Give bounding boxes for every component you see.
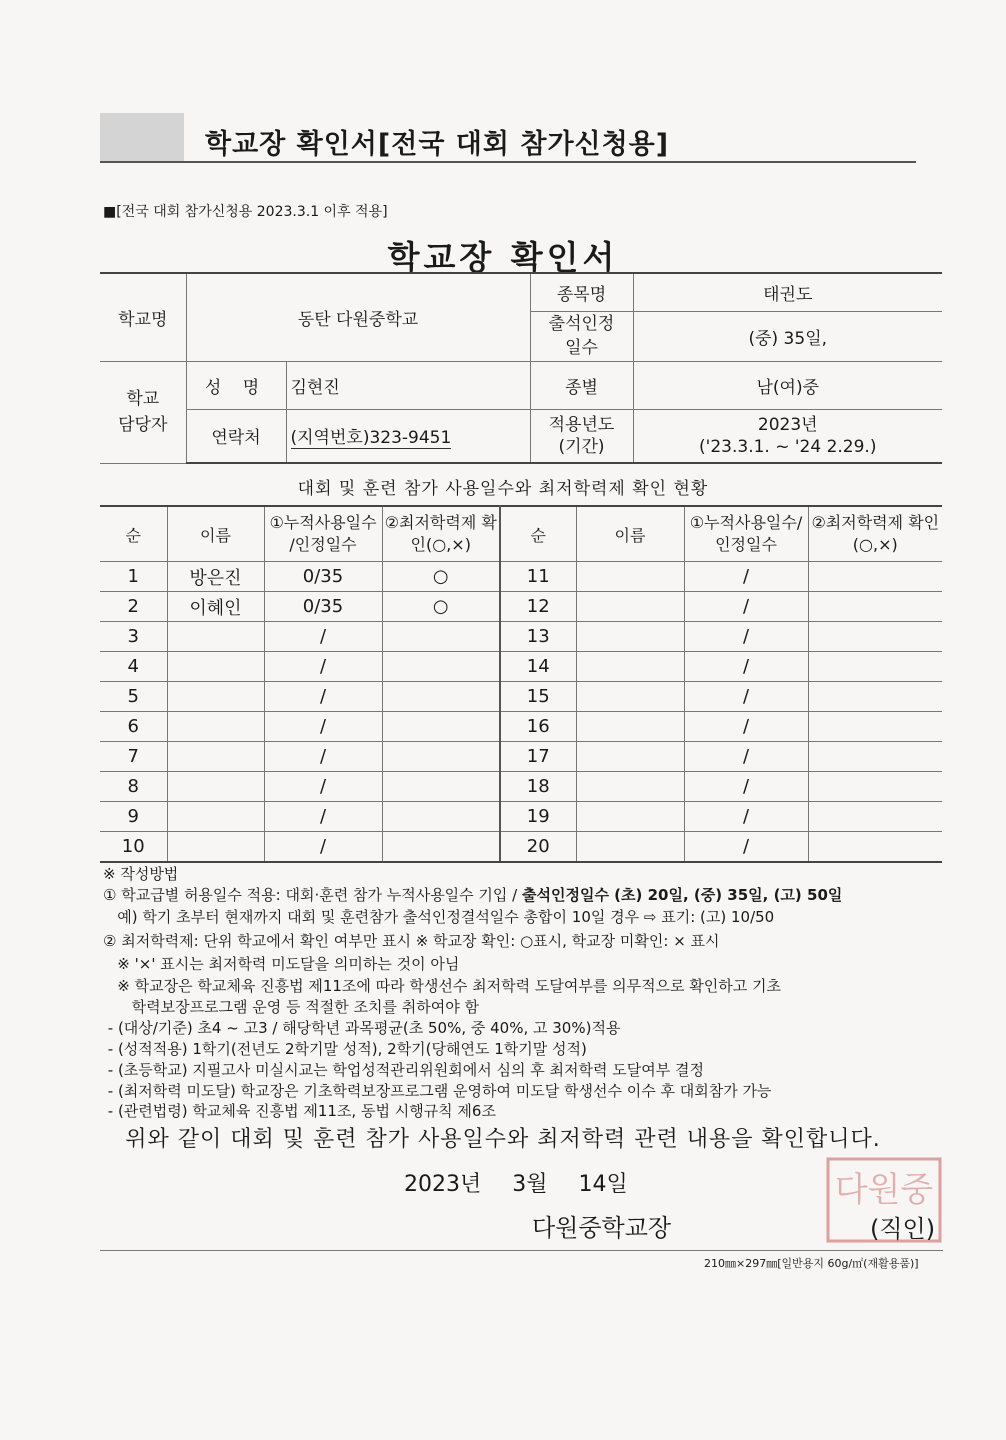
row-days-2: / bbox=[684, 742, 808, 772]
row-name-2 bbox=[576, 592, 684, 622]
row-check-2 bbox=[808, 832, 942, 863]
period-value: ('23.3.1. ~ '24 2.29.) bbox=[699, 436, 877, 457]
instruction-line-8: - (성적적용) 1학기(전년도 2학기말 성적), 2학기(당해연도 1학기말 성적) bbox=[103, 1040, 587, 1058]
row-days-2: / bbox=[684, 652, 808, 682]
row-days: 0/35 bbox=[264, 562, 382, 592]
row-no-2: 18 bbox=[500, 772, 576, 802]
row-name-2 bbox=[576, 622, 684, 652]
row-no-2: 13 bbox=[500, 622, 576, 652]
row-check bbox=[382, 742, 500, 772]
row-check bbox=[382, 832, 500, 863]
header-gray-block bbox=[100, 113, 184, 163]
row-check-2 bbox=[808, 622, 942, 652]
seal-label: (직인) bbox=[870, 1215, 936, 1243]
category-value: 남(여)중 bbox=[633, 361, 942, 409]
row-name-2 bbox=[576, 802, 684, 832]
row-days-2: / bbox=[684, 832, 808, 863]
instruction-line-2: 예) 학기 초부터 현재까지 대회 및 훈련참가 출석인정결석일수 총합이 10일 경우 ⇨ 표기: (고) 10/50 bbox=[103, 908, 775, 926]
row-check bbox=[382, 682, 500, 712]
row-name: 방은진 bbox=[167, 562, 264, 592]
row-name-2 bbox=[576, 682, 684, 712]
year-cell bbox=[633, 409, 942, 463]
row-check-2 bbox=[808, 742, 942, 772]
contact-label: 연락처 bbox=[186, 409, 286, 463]
row-check-2 bbox=[808, 592, 942, 622]
attendance-allowance-text: 출석인정일수 (초) 20일, (중) 35일, (고) 50일 bbox=[522, 886, 843, 904]
row-no: 2 bbox=[100, 592, 167, 622]
year-value: 2023년 bbox=[757, 414, 818, 435]
table-row bbox=[100, 562, 942, 592]
row-days: / bbox=[264, 622, 382, 652]
document-title: 학교장 확인서 bbox=[387, 238, 619, 277]
row-name bbox=[167, 832, 264, 863]
row-no: 8 bbox=[100, 772, 167, 802]
row-no-2: 14 bbox=[500, 652, 576, 682]
row-no: 5 bbox=[100, 682, 167, 712]
date-year: 2023년 bbox=[404, 1172, 482, 1197]
instruction-line-9: - (초등학교) 지필고사 미실시교는 학업성적관리위원회에서 심의 후 최저학력 도달여부 결정 bbox=[103, 1061, 704, 1079]
row-days: / bbox=[264, 802, 382, 832]
attendance-value: (중) 35일, bbox=[633, 311, 942, 361]
year-label: 적용년도 (기간) bbox=[530, 409, 633, 463]
row-no: 3 bbox=[100, 622, 167, 652]
table-row bbox=[100, 742, 942, 772]
event-value: 태권도 bbox=[633, 273, 942, 311]
table-row bbox=[100, 622, 942, 652]
row-no: 7 bbox=[100, 742, 167, 772]
header-name: 이름 bbox=[167, 506, 264, 562]
instruction-line-4: ※ '×' 표시는 최저학력 미도달을 의미하는 것이 아님 bbox=[103, 955, 460, 973]
row-days: 0/35 bbox=[264, 592, 382, 622]
row-days: / bbox=[264, 712, 382, 742]
participation-table bbox=[100, 505, 942, 863]
row-days-2: / bbox=[684, 592, 808, 622]
name-value: 김현진 bbox=[286, 361, 530, 409]
row-no-2: 11 bbox=[500, 562, 576, 592]
staff-label: 학교 담당자 bbox=[100, 361, 186, 463]
row-check: ○ bbox=[382, 562, 500, 592]
instruction-line-5: ※ 학교장은 학교체육 진흥법 제11조에 따라 학생선수 최저학력 도달여부를 의무적으로 확인하고 기초 bbox=[103, 977, 782, 995]
table-row bbox=[100, 802, 942, 832]
row-name bbox=[167, 712, 264, 742]
row-days: / bbox=[264, 652, 382, 682]
row-days-2: / bbox=[684, 682, 808, 712]
row-name-2 bbox=[576, 652, 684, 682]
row-check bbox=[382, 652, 500, 682]
row-name bbox=[167, 802, 264, 832]
row-name-2 bbox=[576, 832, 684, 863]
name-label: 성 명 bbox=[186, 361, 286, 409]
row-days-2: / bbox=[684, 712, 808, 742]
row-days-2: / bbox=[684, 562, 808, 592]
header-days-2: ①누적사용일수/ 인정일수 bbox=[684, 506, 808, 562]
row-name-2 bbox=[576, 562, 684, 592]
contact-value: (지역번호)323-9451 bbox=[286, 409, 530, 463]
row-no: 10 bbox=[100, 832, 167, 863]
row-check bbox=[382, 772, 500, 802]
date-month: 3월 bbox=[512, 1172, 548, 1197]
instruction-line-1: ① 학교급별 허용일수 적용: 대회·훈련 참가 누적사용일수 기입 / 출석인정일수 (초) 20일, (중) 35일, (고) 50일 bbox=[103, 886, 843, 904]
row-no-2: 12 bbox=[500, 592, 576, 622]
row-no: 1 bbox=[100, 562, 167, 592]
row-check-2 bbox=[808, 772, 942, 802]
header-check-2: ②최저학력제 확인(○,×) bbox=[808, 506, 942, 562]
instruction-line-10: - (최저학력 미도달) 학교장은 기초학력보장프로그램 운영하여 미도달 학생선수 이수 후 대회참가 가능 bbox=[103, 1082, 772, 1100]
confirmation-text: 위와 같이 대회 및 훈련 참가 사용일수와 최저학력 관련 내용을 확인합니다. bbox=[125, 1127, 881, 1152]
instruction-line-7: - (대상/기준) 초4 ~ 고3 / 해당학년 과목평균(초 50%, 중 40%, 고 30%)적용 bbox=[103, 1019, 621, 1037]
attendance-label: 출석인정 일수 bbox=[530, 311, 633, 361]
row-no-2: 16 bbox=[500, 712, 576, 742]
row-check-2 bbox=[808, 652, 942, 682]
row-days-2: / bbox=[684, 802, 808, 832]
event-label: 종목명 bbox=[530, 273, 633, 311]
row-name bbox=[167, 772, 264, 802]
instruction-line-3: ② 최저학력제: 단위 학교에서 확인 여부만 표시 ※ 학교장 확인: ○표시, 학교장 미확인: × 표시 bbox=[103, 932, 720, 950]
header-rule bbox=[100, 161, 916, 163]
row-name bbox=[167, 742, 264, 772]
row-days: / bbox=[264, 742, 382, 772]
row-name bbox=[167, 652, 264, 682]
table-row bbox=[100, 652, 942, 682]
table-row bbox=[100, 832, 942, 863]
row-name bbox=[167, 622, 264, 652]
row-check: ○ bbox=[382, 592, 500, 622]
table-row bbox=[100, 682, 942, 712]
table-row bbox=[100, 592, 942, 622]
date-day: 14일 bbox=[578, 1172, 628, 1197]
row-no-2: 20 bbox=[500, 832, 576, 863]
applicability-note: ■[전국 대회 참가신청용 2023.3.1 이후 적용] bbox=[103, 204, 388, 220]
row-no: 4 bbox=[100, 652, 167, 682]
school-value: 동탄 다원중학교 bbox=[186, 273, 530, 361]
header-title: 학교장 확인서[전국 대회 참가신청용] bbox=[205, 129, 670, 160]
row-check bbox=[382, 622, 500, 652]
row-check-2 bbox=[808, 712, 942, 742]
row-name bbox=[167, 682, 264, 712]
instruction-line-11: - (관련법령) 학교체육 진흥법 제11조, 동법 시행규칙 제6조 bbox=[103, 1102, 496, 1120]
row-name: 이혜인 bbox=[167, 592, 264, 622]
bottom-rule bbox=[100, 1250, 943, 1251]
row-check-2 bbox=[808, 562, 942, 592]
table-row bbox=[100, 712, 942, 742]
row-days: / bbox=[264, 682, 382, 712]
row-days-2: / bbox=[684, 622, 808, 652]
row-no-2: 15 bbox=[500, 682, 576, 712]
row-check bbox=[382, 802, 500, 832]
row-name-2 bbox=[576, 772, 684, 802]
row-days: / bbox=[264, 772, 382, 802]
svg-text:다원중: 다원중 bbox=[834, 1170, 934, 1210]
row-name-2 bbox=[576, 742, 684, 772]
header-no-2: 순 bbox=[500, 506, 576, 562]
header-days: ①누적사용일수 /인정일수 bbox=[264, 506, 382, 562]
instruction-line-6: 학력보장프로그램 운영 등 적절한 조치를 취하여야 함 bbox=[103, 998, 479, 1016]
row-days: / bbox=[264, 832, 382, 863]
row-check bbox=[382, 712, 500, 742]
table-title: 대회 및 훈련 참가 사용일수와 최저학력제 확인 현황 bbox=[297, 479, 709, 499]
row-no: 9 bbox=[100, 802, 167, 832]
category-label: 종별 bbox=[530, 361, 633, 409]
school-label: 학교명 bbox=[100, 273, 186, 361]
principal-title: 다원중학교장 bbox=[532, 1214, 672, 1242]
table-row bbox=[100, 772, 942, 802]
row-check-2 bbox=[808, 802, 942, 832]
header-name-2: 이름 bbox=[576, 506, 684, 562]
header-check: ②최저학력제 확인(○,×) bbox=[382, 506, 500, 562]
row-no-2: 19 bbox=[500, 802, 576, 832]
paper-spec-footer: 210㎜×297㎜[일반용지 60g/㎡(재활용품)] bbox=[704, 1257, 919, 1270]
row-name-2 bbox=[576, 712, 684, 742]
issue-date bbox=[404, 1167, 652, 1198]
row-days-2: / bbox=[684, 772, 808, 802]
row-check-2 bbox=[808, 682, 942, 712]
instructions-heading: ※ 작성방법 bbox=[103, 865, 179, 883]
row-no: 6 bbox=[100, 712, 167, 742]
info-table bbox=[100, 272, 942, 464]
header-no: 순 bbox=[100, 506, 167, 562]
row-no-2: 17 bbox=[500, 742, 576, 772]
